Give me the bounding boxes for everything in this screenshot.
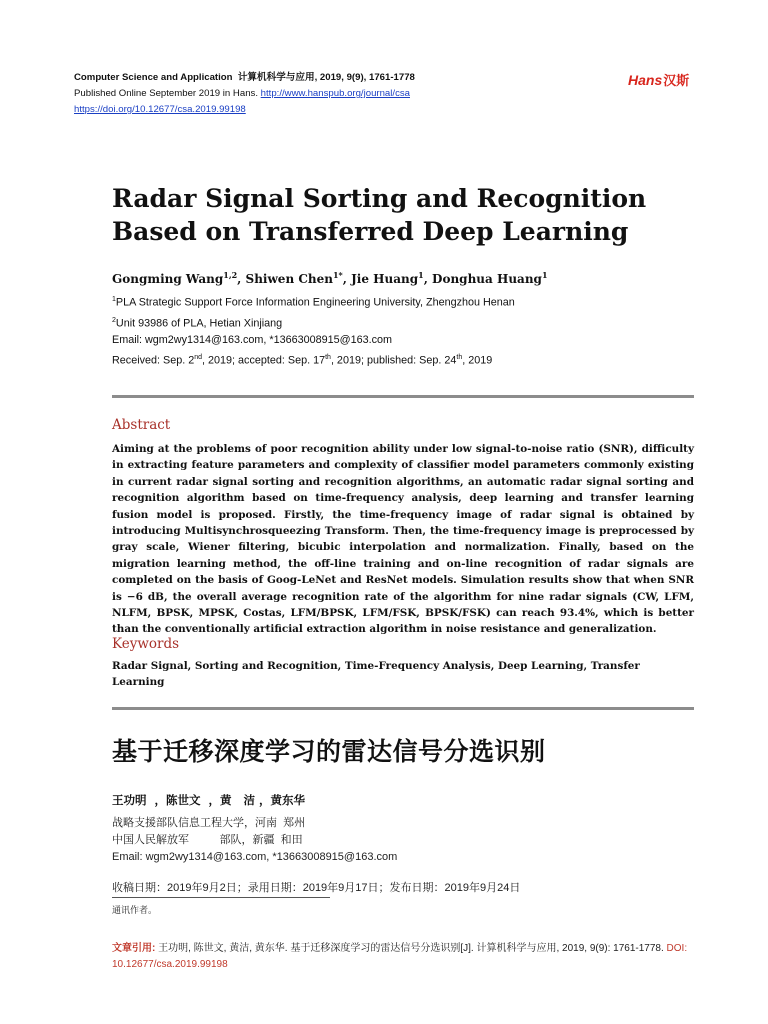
doi-link[interactable]: https://doi.org/10.12677/csa.2019.99198	[74, 104, 246, 115]
affiliation-cn-2: 中国人民解放军 部队，新疆 和田	[112, 834, 303, 846]
published-online: Published Online September 2019 in Hans.	[74, 88, 258, 99]
affiliations: $^1$PLA Strategic Support Force Information Engineering University, Zhengzhou Henan $^2$Unit 93986 of PLA, Hetian Xinjiang Email: wgm2wy1314@163.com, *13663008915@163.com	[112, 291, 515, 349]
publisher-logo	[628, 70, 689, 89]
logo-brand-cn: 汉斯	[663, 73, 690, 88]
journal-header	[74, 70, 415, 118]
paper-title: Radar Signal Sorting and Recognition Based on Transferred Deep Learning	[112, 184, 647, 246]
affiliation-1: PLA Strategic Support Force Information Engineering University, Zhengzhou Henan	[115, 296, 515, 309]
author-name: Gongming Wang	[112, 272, 224, 286]
citation-doi: DOI: 10.12677/csa.2019.99198	[112, 943, 688, 970]
publication-dates: Received: Sep. 2nd, 2019; accepted: Sep. 17th, 2019; published: Sep. 24th, 2019	[112, 354, 493, 367]
keywords-heading: Keywords	[112, 636, 180, 652]
section-divider	[112, 395, 694, 398]
author-name: Donghua Huang	[432, 272, 542, 286]
journal-url-link[interactable]: http://www.hanspub.org/journal/csa	[260, 88, 410, 99]
citation-text: 王功明, 陈世文, 黄洁, 黄东华. 基于迁移深度学习的雷达信号分选识别[J]. 计算机科学与应用, 2019, 9(9): 1761-1778.	[155, 943, 664, 954]
author-list: Gongming Wang$^{1,2}$, Shiwen Chen$^{1*}$, Jie Huang$^1$, Donghua Huang$^1$	[112, 270, 548, 286]
section-divider	[112, 707, 694, 710]
keywords-text: Radar Signal, Sorting and Recognition, Time-Frequency Analysis, Deep Learning, Transfer Learning	[112, 660, 640, 689]
journal-name-en: Computer Science and Application	[74, 72, 233, 83]
author-name: Shiwen Chen	[245, 272, 333, 286]
corresponding-note: 通讯作者。	[112, 905, 158, 915]
email-line: Email: wgm2wy1314@163.com, *13663008915@163.com	[112, 334, 393, 347]
paper-title-cn: 基于迁移深度学习的雷达信号分选识别	[112, 738, 546, 766]
citation	[112, 941, 702, 973]
email-line-cn: Email: wgm2wy1314@163.com, *13663008915@163.com	[112, 851, 398, 863]
author-list-cn: 王功明 ，陈世文 ，黄 洁 ，黄东华	[112, 793, 306, 807]
abstract-text: Aiming at the problems of poor recognition ability under low signal-to-noise ratio (SNR), difficulty in extracting feature parameters and complexity of classifier model parameters commonly existing in current radar signal sorting and recognition algorithms, an automatic radar signal sorting and recognition algorithm based on time-frequency analysis, deep learning and transfer learning fusion model is proposed. Firstly, the time-frequency image of radar signal is obtained by introducing Multisynchrosqueezing Transform. Then, the time-frequency image is preprocessed by gray scale, Wiener filtering, bicubic interpolation and normalization. Finally, based on the migration learning method, the off-line training and on-line recognition of radar signals are completed on the basis of Goog-LeNet and ResNet models. Simulation results show that when SNR is −6 dB, the overall average recognition rate of the algorithm for nine radar signals (CW, LFM, NLFM, BPSK, MPSK, Costas, LFM/BPSK, LFM/FSK, BPSK/FSK) can reach 93.4%, which is better than the conventionally artificial extraction algorithm in noise resistance and generalization.	[112, 443, 694, 636]
journal-name-cn: 计算机科学与应用, 2019, 9(9), 1761-1778	[237, 72, 415, 83]
author-name: Jie Huang	[351, 272, 419, 286]
citation-label: 文章引用:	[112, 943, 156, 954]
affiliations-cn	[112, 815, 397, 866]
publication-dates-cn: 收稿日期：2019年9月2日；录用日期：2019年9月17日；发布日期：2019年9月24日	[112, 882, 521, 894]
affiliation-2: Unit 93986 of PLA, Hetian Xinjiang	[115, 317, 283, 330]
logo-brand: Hans	[628, 72, 663, 88]
footnote-divider	[112, 897, 330, 898]
affiliation-cn-1: 战略支援部队信息工程大学，河南 郑州	[112, 817, 306, 829]
abstract-heading: Abstract	[112, 417, 171, 433]
